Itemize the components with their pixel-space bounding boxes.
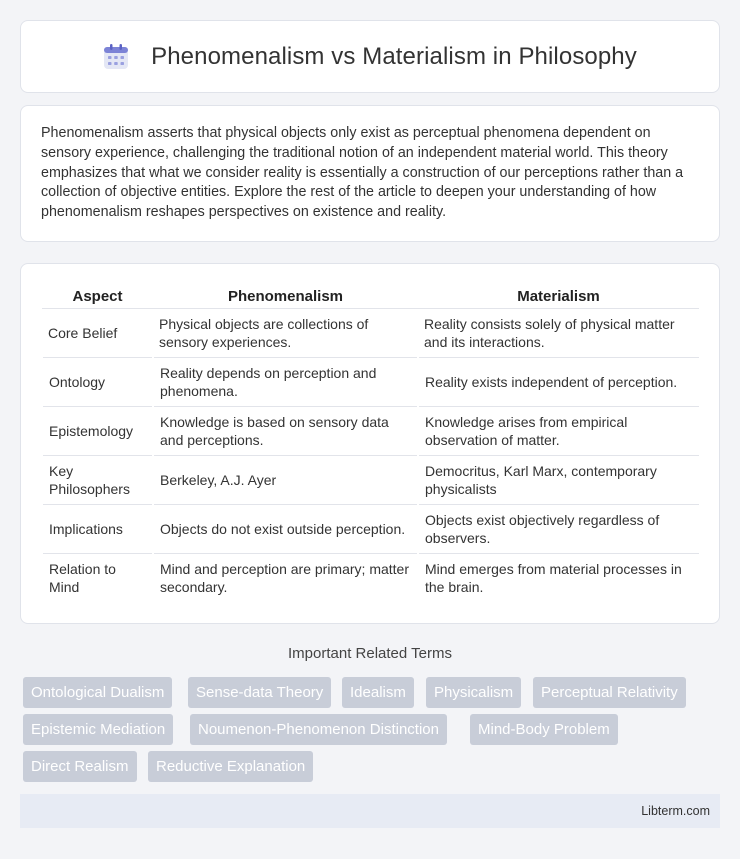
comparison-table — [41, 284, 699, 602]
term-tag[interactable]: Ontological Dualism — [23, 677, 172, 708]
term-tag[interactable]: Epistemic Mediation — [23, 714, 173, 745]
table-cell-aspect: Ontology — [42, 357, 153, 406]
footer-site-link[interactable]: Libterm.com — [641, 804, 710, 818]
footer-bar — [20, 794, 720, 828]
calendar-icon — [103, 44, 129, 70]
header-card — [20, 20, 720, 93]
table-header-row — [42, 284, 699, 308]
table-cell-phenomenalism: Berkeley, A.J. Ayer — [153, 455, 418, 504]
table-row — [42, 504, 699, 553]
table-cell-aspect: Implications — [42, 504, 153, 553]
table-cell-phenomenalism: Reality depends on perception and phenomena. — [153, 357, 418, 406]
table-row — [42, 308, 699, 357]
table-row — [42, 406, 699, 455]
comparison-table-card — [20, 263, 720, 624]
intro-card — [20, 105, 720, 242]
column-header-phenomenalism: Phenomenalism — [227, 288, 344, 306]
table-cell-materialism: Democritus, Karl Marx, contemporary physicalists — [418, 455, 699, 504]
term-tag[interactable]: Direct Realism — [23, 751, 137, 782]
term-tag[interactable]: Reductive Explanation — [148, 751, 313, 782]
table-cell-materialism: Reality exists independent of perception. — [418, 357, 699, 406]
table-cell-aspect: Key Philosophers — [42, 455, 153, 504]
table-cell-aspect: Epistemology — [42, 406, 153, 455]
intro-text: Phenomenalism asserts that physical objects only exist as perceptual phenomena dependent on sensory experience, challenging the traditional notion of an independent material world. This theory emphasizes that what we consider reality is essentially a construction of our perceptions rather than a collection of objective entities. Explore the rest of the article to deepen your understanding of how phenomenalism reshapes perspectives on existence and reality. — [41, 125, 684, 221]
table-cell-aspect: Core Belief — [42, 308, 153, 357]
table-cell-phenomenalism: Physical objects are collections of sensory experiences. — [153, 308, 418, 357]
table-row — [42, 553, 699, 602]
term-tag[interactable]: Sense-data Theory — [188, 677, 331, 708]
term-tag[interactable]: Mind-Body Problem — [470, 714, 618, 745]
term-tag[interactable]: Noumenon-Phenomenon Distinction — [190, 714, 447, 745]
table-cell-phenomenalism: Objects do not exist outside perception. — [153, 504, 418, 553]
page-title: Phenomenalism vs Materialism in Philosophy — [151, 42, 637, 70]
table-cell-materialism: Reality consists solely of physical matter and its interactions. — [418, 308, 699, 357]
term-tag[interactable]: Perceptual Relativity — [533, 677, 686, 708]
table-cell-phenomenalism: Mind and perception are primary; matter secondary. — [153, 553, 418, 602]
column-header-materialism: Materialism — [517, 288, 600, 306]
table-cell-aspect: Relation to Mind — [42, 553, 153, 602]
related-terms-title: Important Related Terms — [288, 645, 452, 662]
table-row — [42, 455, 699, 504]
table-cell-phenomenalism: Knowledge is based on sensory data and perceptions. — [153, 406, 418, 455]
term-tag[interactable]: Idealism — [342, 677, 414, 708]
column-header-aspect: Aspect — [72, 288, 123, 306]
table-row — [42, 357, 699, 406]
term-tag[interactable]: Physicalism — [426, 677, 521, 708]
table-cell-materialism: Objects exist objectively regardless of observers. — [418, 504, 699, 553]
table-cell-materialism: Mind emerges from material processes in the brain. — [418, 553, 699, 602]
table-cell-materialism: Knowledge arises from empirical observation of matter. — [418, 406, 699, 455]
